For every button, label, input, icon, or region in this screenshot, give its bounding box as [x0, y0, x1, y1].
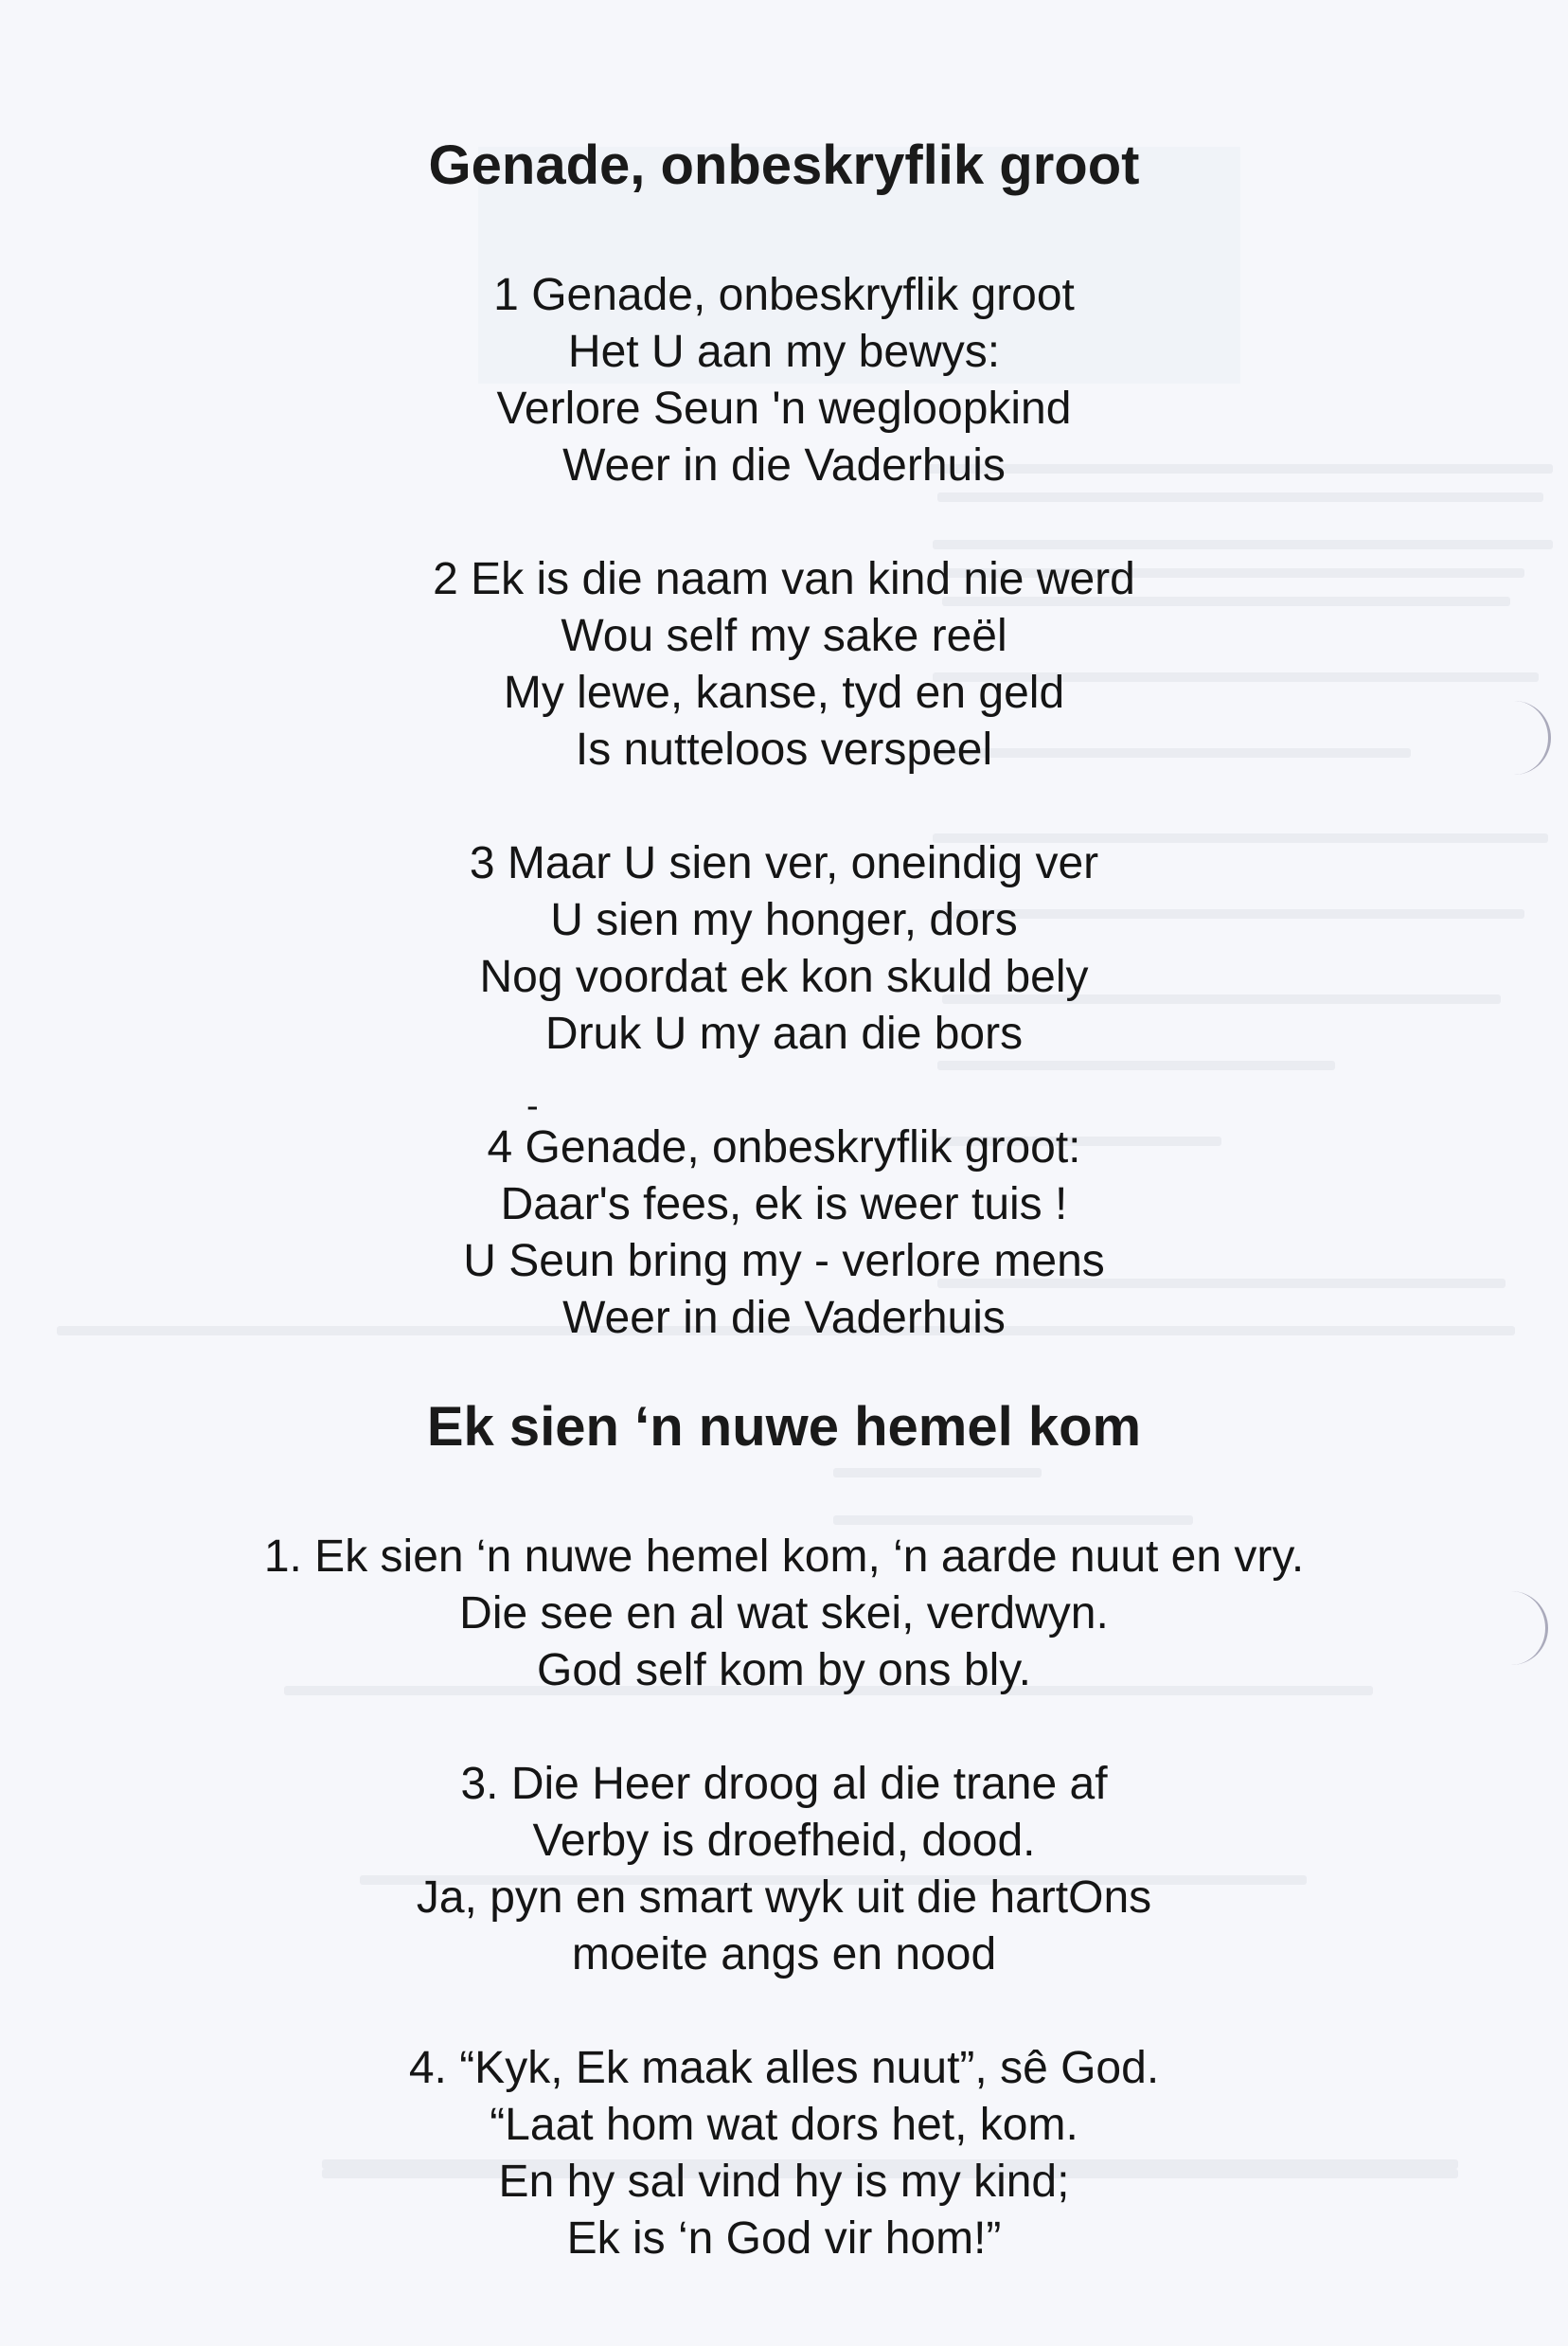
lyric-line: God self kom by ons bly.	[537, 1645, 1031, 1695]
lyric-line: En hy sal vind hy is my kind;	[498, 2157, 1070, 2207]
stray-mark: -	[526, 1086, 539, 1126]
hymn-stanza-3	[0, 1756, 1568, 1983]
hymn-stanza-4	[0, 2040, 1568, 2267]
hymn-stanza-1	[0, 267, 1568, 494]
lyric-line: “Laat hom wat dors het, kom.	[490, 2100, 1078, 2150]
hymn-stanza-2	[0, 551, 1568, 779]
lyric-line: Verlore Seun 'n wegloopkind	[496, 384, 1072, 434]
lyric-line: Ek is ‘n God vir hom!”	[566, 2213, 1002, 2264]
lyric-line: 3 Maar U sien ver, oneindig ver	[469, 838, 1099, 888]
lyric-line: Daar's fees, ek is weer tuis !	[500, 1179, 1068, 1229]
lyric-line: 4. “Kyk, Ek maak alles nuut”, sê God.	[408, 2043, 1160, 2093]
lyric-line: Is nutteloos verspeel	[575, 725, 993, 775]
lyric-line: Druk U my aan die bors	[544, 1009, 1024, 1059]
lyric-line: Ja, pyn en smart wyk uit die hartOns	[416, 1872, 1152, 1923]
lyric-line: 1. Ek sien ‘n nuwe hemel kom, ‘n aarde nuut en vry.	[263, 1531, 1305, 1582]
lyric-line: Nog voordat ek kon skuld bely	[479, 952, 1089, 1002]
lyric-line: U sien my honger, dors	[550, 895, 1018, 945]
lyric-line: Weer in die Vaderhuis	[562, 440, 1006, 491]
hymn-title: Ek sien ‘n nuwe hemel kom	[426, 1396, 1142, 1458]
lyric-line: 4 Genade, onbeskryflik groot:	[487, 1122, 1081, 1173]
lyric-line: Het U aan my bewys:	[567, 327, 1001, 377]
hymn-stanza-4	[0, 1119, 1568, 1347]
lyric-line: Die see en al wat skei, verdwyn.	[459, 1588, 1109, 1639]
lyric-line: Weer in die Vaderhuis	[562, 1293, 1006, 1343]
lyric-line: Wou self my sake reël	[561, 611, 1007, 661]
lyric-line: Verby is droefheid, dood.	[532, 1816, 1036, 1866]
show-through-text	[933, 540, 1553, 549]
lyric-line: My lewe, kanse, tyd en geld	[503, 668, 1065, 718]
hymn-stanza-1	[0, 1529, 1568, 1699]
show-through-text	[833, 1515, 1193, 1525]
hymn-title: Genade, onbeskryflik groot	[428, 134, 1140, 196]
lyric-line: moeite angs en nood	[571, 1929, 997, 1979]
lyric-line: 1 Genade, onbeskryflik groot	[493, 270, 1075, 320]
lyric-line: 2 Ek is die naam van kind nie werd	[433, 554, 1135, 604]
lyric-line: 3. Die Heer droog al die trane af	[460, 1759, 1108, 1809]
lyric-line: U Seun bring my - verlore mens	[463, 1236, 1105, 1286]
hymn-stanza-3	[0, 835, 1568, 1063]
show-through-text	[833, 1468, 1042, 1477]
